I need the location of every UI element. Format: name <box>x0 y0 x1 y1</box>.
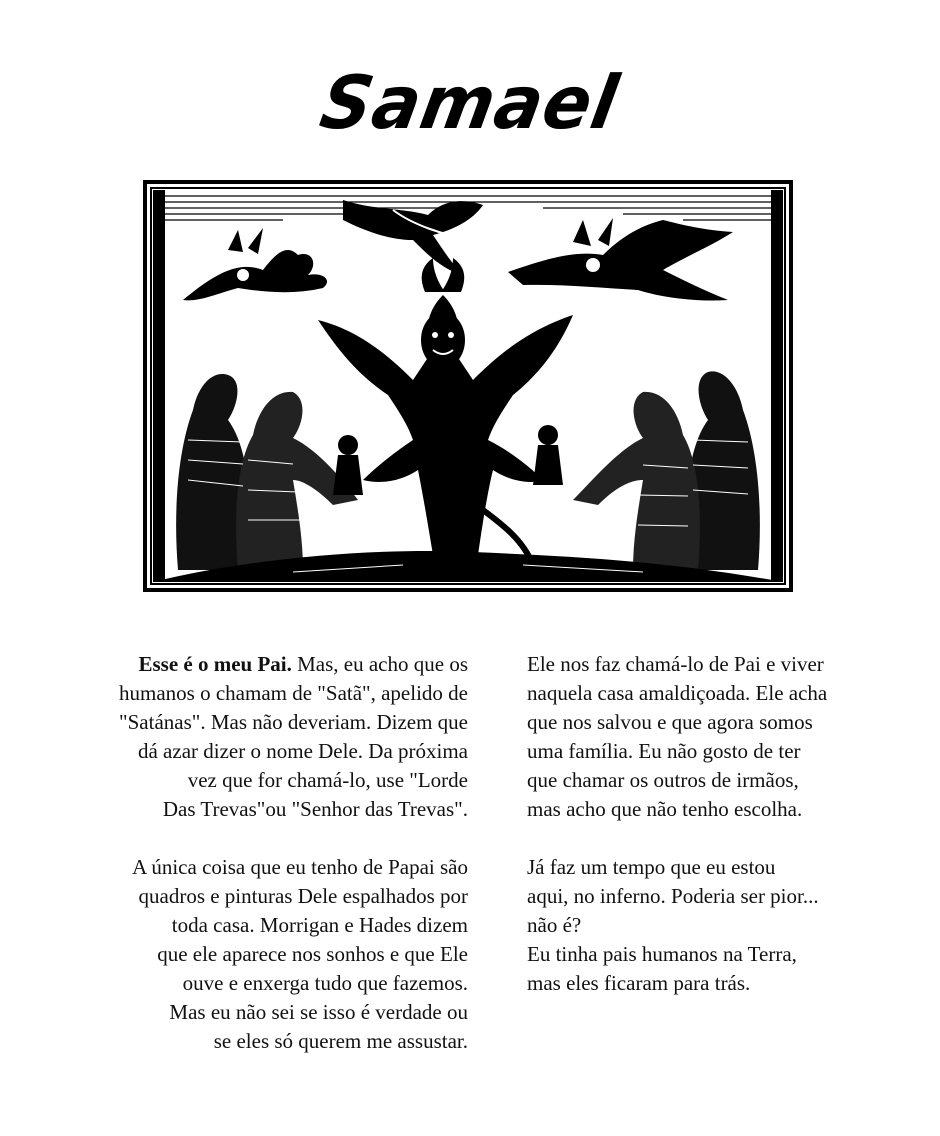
right-line: aqui, no inferno. Poderia ser pior... <box>527 884 819 908</box>
right-line: que nos salvou e que agora somos <box>527 710 813 734</box>
right-line: Ele nos faz chamá-lo de Pai e viver <box>527 652 824 676</box>
right-line: que chamar os outros de irmãos, <box>527 768 799 792</box>
left-line: dá azar dizer o nome Dele. Da próxima <box>137 739 468 763</box>
left-line: quadros e pinturas Dele espalhados por <box>138 884 468 908</box>
woodcut-illustration <box>143 180 793 592</box>
left-line: se eles só querem me assustar. <box>213 1029 468 1053</box>
left-line: ouve e enxerga tudo que fazemos. <box>182 971 468 995</box>
right-line: mas acho que não tenho escolha. <box>527 797 803 821</box>
paragraph-gap <box>48 824 468 853</box>
left-line: Das Trevas"ou "Senhor das Trevas". <box>162 797 468 821</box>
title-text: Samael <box>314 59 626 147</box>
right-line: Já faz um tempo que eu estou <box>527 855 776 879</box>
left-line: A única coisa que eu tenho de Papai são <box>132 855 468 879</box>
right-column <box>527 650 927 998</box>
lead-bold: Esse é o meu Pai. <box>138 652 292 676</box>
right-line: naquela casa amaldiçoada. Ele acha <box>527 681 828 705</box>
right-line: Eu tinha pais humanos na Terra, <box>527 942 797 966</box>
right-line: mas eles ficaram para trás. <box>527 971 751 995</box>
left-line: que ele aparece nos sonhos e que Ele <box>157 942 468 966</box>
left-line: toda casa. Morrigan e Hades dizem <box>171 913 468 937</box>
paragraph-gap <box>527 824 927 853</box>
left-lead-line <box>48 650 468 679</box>
right-line: não é? <box>527 913 582 937</box>
left-line: Mas eu não sei se isso é verdade ou <box>169 1000 468 1024</box>
lead-rest: Mas, eu acho que os <box>291 652 468 676</box>
left-line: vez que for chamá-lo, use "Lorde <box>187 768 468 792</box>
right-line: uma família. Eu não gosto de ter <box>527 739 801 763</box>
page-title <box>0 58 940 148</box>
left-column <box>48 650 468 1056</box>
left-line: "Satánas". Mas não deveriam. Dizem que <box>119 710 468 734</box>
left-line: humanos o chamam de "Satã", apelido de <box>119 681 468 705</box>
